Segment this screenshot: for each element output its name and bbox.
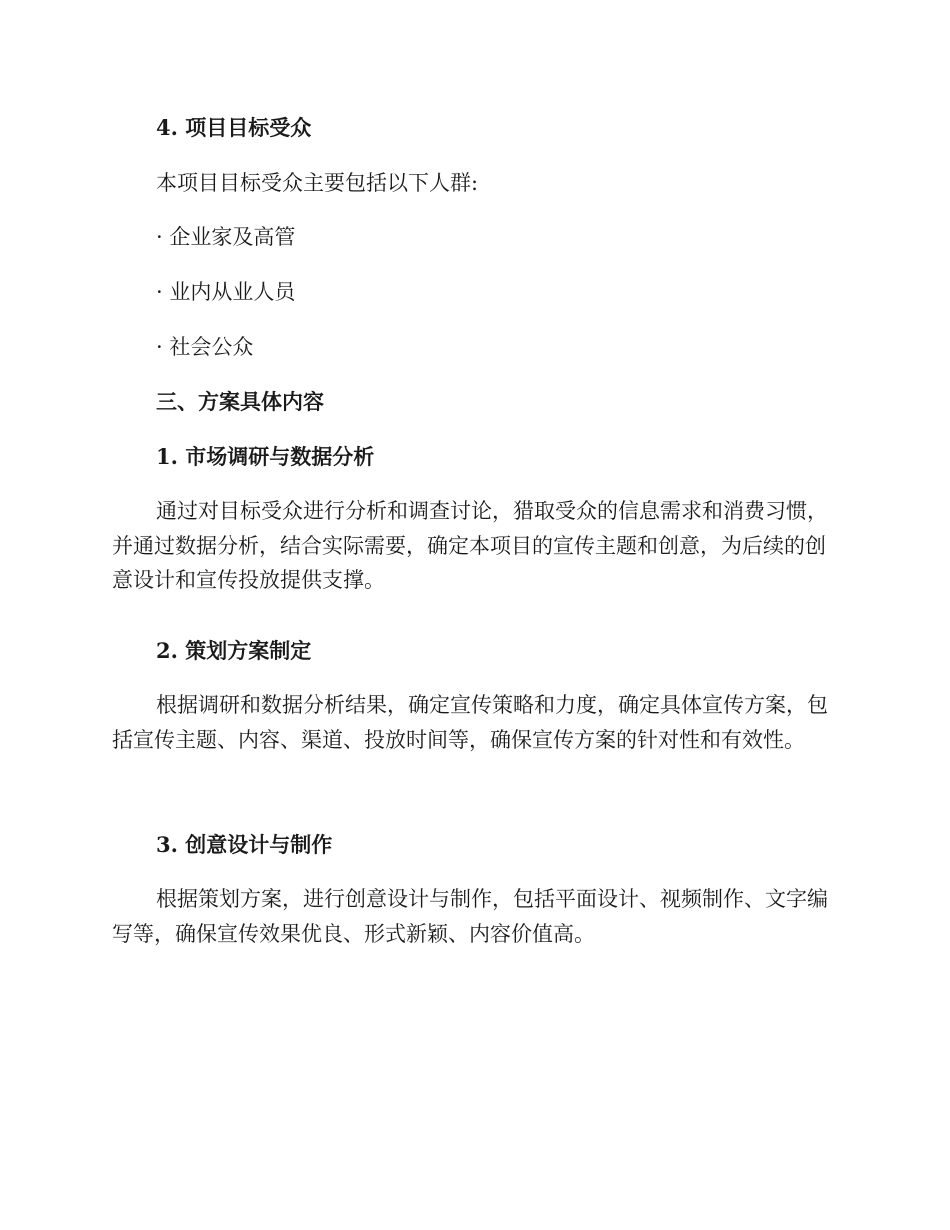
sub2-heading: 2. 策划方案制定 [156,638,312,663]
sub2-body: 根据调研和数据分析结果，确定宣传策略和力度，确定具体宣传方案，包括宣传主题、内容、渠道、投放时间等，确保宣传方案的针对性和有效性。 [112,693,828,752]
section4-heading: 4. 项目目标受众 [156,115,312,140]
list-item: · 企业家及高管 [156,225,296,249]
sub1-heading: 1. 市场调研与数据分析 [156,444,375,469]
list-item: · 社会公众 [156,335,254,359]
audience-intro: 本项目目标受众主要包括以下人群: [156,171,479,195]
chapter3-heading: 三、方案具体内容 [156,389,324,414]
list-item: · 业内从业人员 [156,280,296,304]
sub1-body: 通过对目标受众进行分析和调查讨论，猎取受众的信息需求和消费习惯，并通过数据分析，结合实际需要，确定本项目的宣传主题和创意，为后续的创意设计和宣传投放提供支撑。 [112,499,828,592]
sub3-body: 根据策划方案，进行创意设计与制作，包括平面设计、视频制作、文字编写等，确保宣传效果优良、形式新颖、内容价值高。 [112,887,828,946]
sub3-heading: 3. 创意设计与制作 [156,832,333,857]
